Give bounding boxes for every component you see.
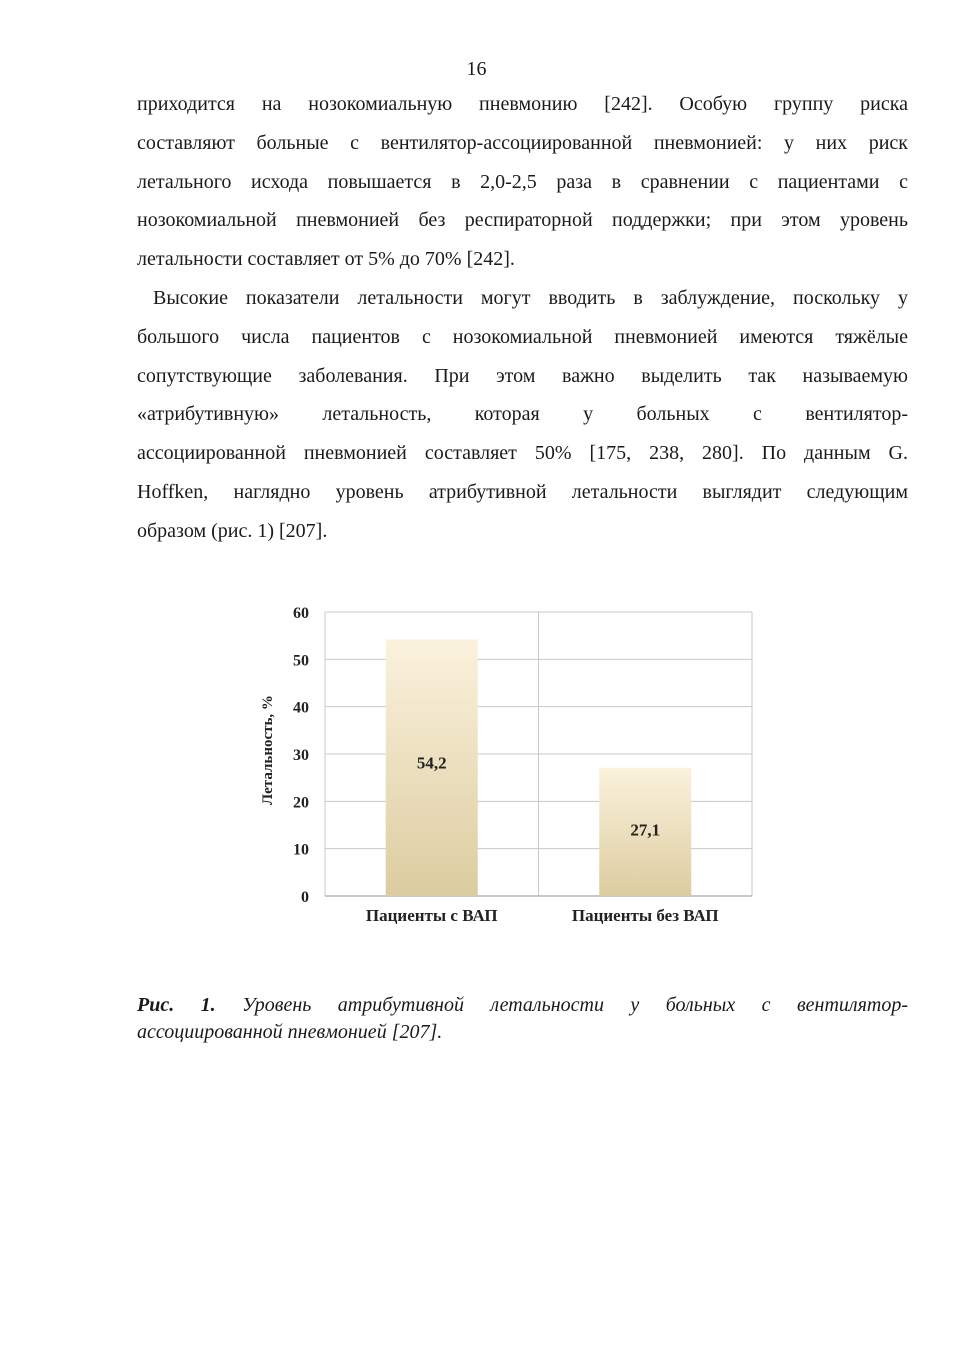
y-axis-label: Летальность, % [260, 695, 276, 805]
x-category-label: Пациенты без ВАП [571, 906, 719, 925]
chart-y-ticks [293, 605, 309, 906]
caption-line-2: ассоциированной пневмонией [207]. [137, 1021, 443, 1043]
figure-caption [137, 992, 908, 1046]
paragraph-line: нозокомиальной пневмонией без респираторной поддержки; при этом уровень [137, 209, 908, 232]
paragraph-line: ассоциированной пневмонией составляет 50% [175, 238, 280]. По данным G. [137, 442, 908, 465]
paragraph-line: сопутствующие заболевания. При этом важно выделить так называемую [137, 364, 908, 387]
paragraph-line: образом (рис. 1) [207]. [137, 519, 328, 542]
caption-line-1 [137, 992, 908, 1019]
y-tick-label: 20 [293, 794, 309, 812]
paragraph-line: летальности составляет от 5% до 70% [242]. [137, 248, 515, 271]
paragraph-line: летального исхода повышается в 2,0-2,5 раза в сравнении с пациентами с [137, 170, 908, 193]
caption-text: Уровень атрибутивной летальности у больных с вентилятор- [242, 994, 909, 1016]
x-category-label: Пациенты с ВАП [365, 906, 498, 925]
mortality-bar-chart [240, 590, 780, 930]
y-tick-label: 10 [293, 841, 309, 859]
page-number: 16 [466, 58, 487, 80]
bar-value-label: 54,2 [416, 753, 447, 773]
bar-value-label: 27,1 [630, 820, 661, 840]
y-tick-label: 30 [293, 747, 309, 764]
paragraph-line: составляют больные с вентилятор-ассоциированной пневмонией: у них риск [137, 131, 908, 154]
paragraph-1 [137, 85, 908, 279]
y-tick-label: 0 [301, 889, 309, 906]
paragraph-line: Hoffken, наглядно уровень атрибутивной летальности выглядит следующим [137, 480, 908, 503]
y-tick-label: 60 [293, 605, 309, 622]
figure-label: Рис. 1. [137, 994, 216, 1016]
paragraph-line: «атрибутивную» летальность, которая у больных с вентилятор- [137, 403, 908, 426]
paragraph-line: приходится на нозокомиальную пневмонию [242]. Особую группу риска [137, 93, 908, 115]
y-tick-label: 50 [293, 652, 309, 670]
paragraph-2 [137, 279, 908, 551]
paragraph-line: Высокие показатели летальности могут вводить в заблуждение, поскольку у [153, 287, 908, 309]
chart-x-categories [366, 906, 719, 925]
paragraph-line: большого числа пациентов с нозокомиальной пневмонией имеются тяжёлые [137, 325, 908, 348]
y-tick-label: 40 [293, 699, 309, 717]
